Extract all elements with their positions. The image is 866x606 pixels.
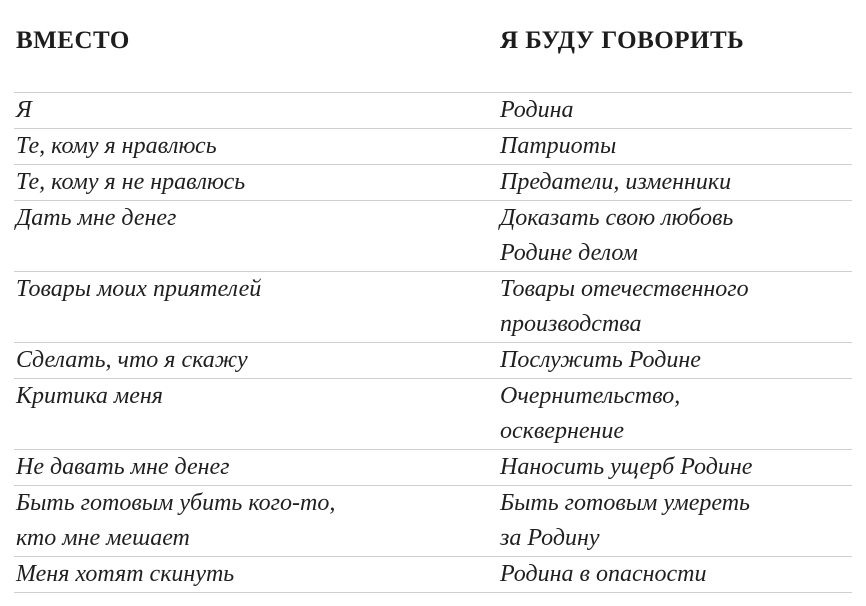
header-i-will-say: Я БУДУ ГОВОРИТЬ xyxy=(500,27,745,54)
header-instead: ВМЕСТО xyxy=(16,27,130,54)
say-cell: Наносить ущерб Родине xyxy=(500,454,753,480)
say-cell: Быть готовым умереть за Родину xyxy=(500,490,750,551)
table-header xyxy=(14,26,852,56)
say-cell: Родина в опасности xyxy=(500,561,707,587)
say-cell: Родина xyxy=(500,97,574,123)
say-cell: Очернительство, осквернение xyxy=(500,383,681,444)
instead-cell: Товары моих приятелей xyxy=(16,276,262,302)
phrase-table xyxy=(14,92,852,593)
document-page xyxy=(14,0,852,606)
table-row xyxy=(14,485,852,556)
instead-cell: Дать мне денег xyxy=(16,205,177,231)
say-cell: Товары отечественного производства xyxy=(500,276,749,337)
instead-cell: Меня хотят скинуть xyxy=(16,561,235,587)
instead-cell: Я xyxy=(16,97,32,123)
say-cell: Послужить Родине xyxy=(500,347,701,373)
say-cell: Патриоты xyxy=(500,133,617,159)
table-row xyxy=(14,200,852,271)
table-row xyxy=(14,449,852,485)
say-cell: Доказать свою любовь Родине делом xyxy=(500,205,734,266)
table-row xyxy=(14,164,852,200)
say-cell: Предатели, изменники xyxy=(500,169,732,195)
table-row xyxy=(14,378,852,449)
instead-cell: Быть готовым убить кого-то, кто мне мешает xyxy=(16,490,336,551)
table-row xyxy=(14,92,852,128)
instead-cell: Те, кому я нравлюсь xyxy=(16,133,217,159)
instead-cell: Критика меня xyxy=(16,383,163,409)
instead-cell: Те, кому я не нравлюсь xyxy=(16,169,246,195)
table-row xyxy=(14,128,852,164)
instead-cell: Сделать, что я скажу xyxy=(16,347,248,373)
table-row xyxy=(14,271,852,342)
instead-cell: Не давать мне денег xyxy=(16,454,230,480)
table-row xyxy=(14,556,852,593)
table-row xyxy=(14,342,852,378)
